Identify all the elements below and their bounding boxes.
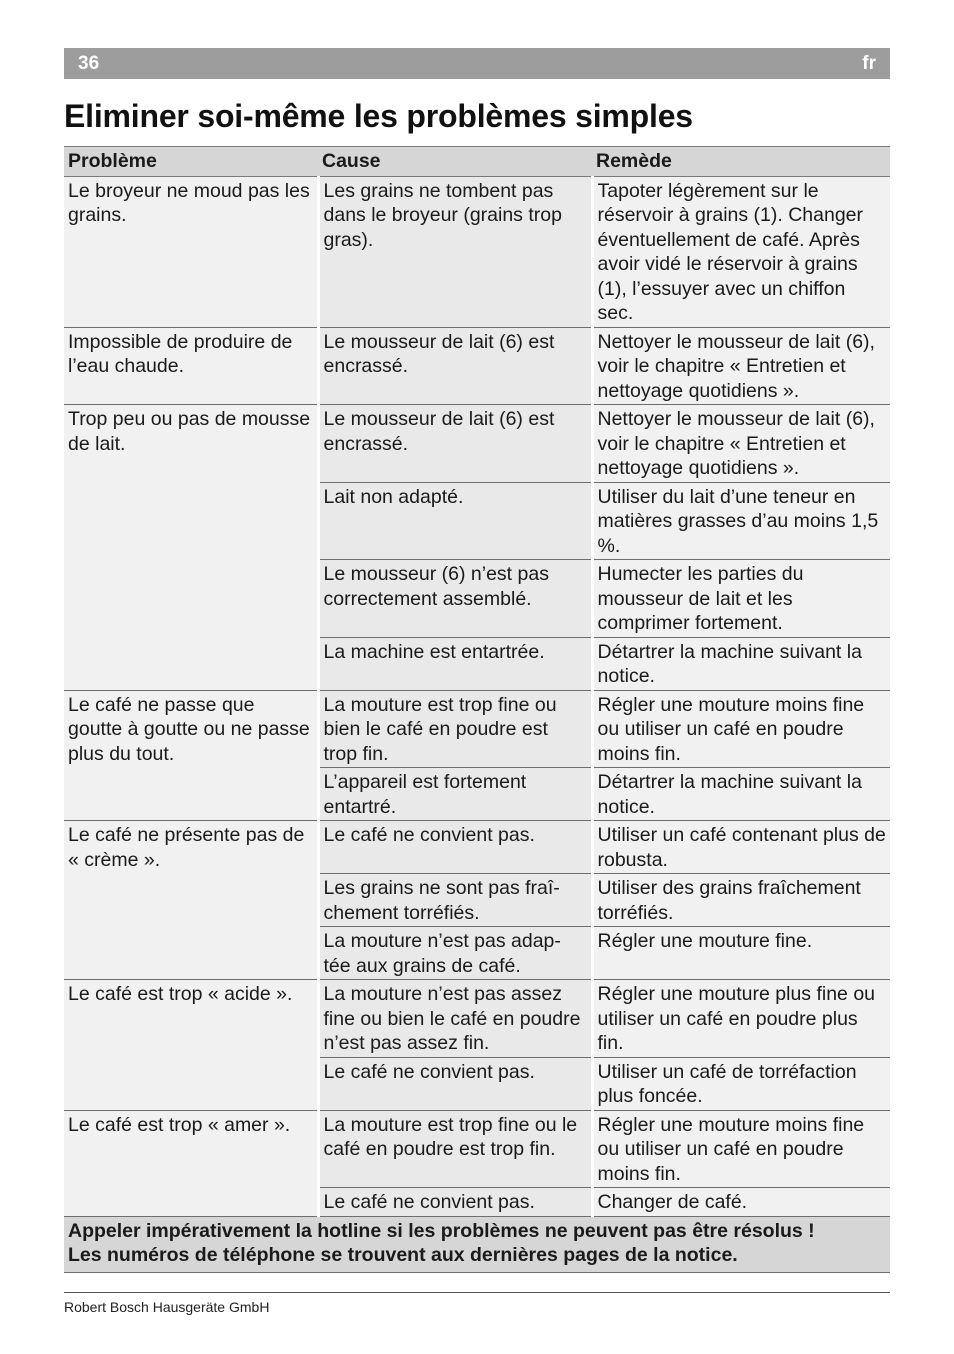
remedy-cell: Utiliser du lait d’une teneur en matières grasses d’au moins 1,5 %. — [592, 482, 890, 560]
remedy-cell: Tapoter légèrement sur le réservoir à grains (1). Changer éventuellement de café. Après avoir vidé le réservoir à grains (1), l’essuyer avec un chiffon sec. — [592, 176, 890, 327]
remedy-cell: Utiliser un café contenant plus de robusta. — [592, 821, 890, 874]
table-row — [64, 176, 890, 327]
troubleshooting-table — [64, 146, 890, 1273]
cause-cell: Le mousseur (6) n’est pas correctement assemblé. — [318, 560, 592, 638]
remedy-cell: Détartrer la machine suivant la notice. — [592, 768, 890, 821]
table-body — [64, 176, 890, 1216]
table-row — [64, 980, 890, 1058]
cause-cell: Le café ne convient pas. — [318, 1057, 592, 1110]
cause-cell: Le café ne convient pas. — [318, 1188, 592, 1217]
page-title: Eliminer soi-même les problèmes simples — [64, 98, 693, 134]
remedy-cell: Régler une mouture fine. — [592, 927, 890, 980]
table-row — [64, 327, 890, 405]
problem-cell: Le café est trop « acide ». — [64, 980, 318, 1111]
table-header-row — [64, 147, 890, 177]
problem-cell: Impossible de produire de l’eau chaude. — [64, 327, 318, 405]
page-number: 36 — [78, 52, 100, 74]
remedy-cell: Régler une mouture moins fine ou utiliser un café en poudre moins fin. — [592, 690, 890, 768]
problem-cell: Trop peu ou pas de mousse de lait. — [64, 405, 318, 691]
remedy-cell: Détartrer la machine suivant la notice. — [592, 637, 890, 690]
remedy-cell: Changer de café. — [592, 1188, 890, 1217]
remedy-cell: Utiliser un café de torréfaction plus foncée. — [592, 1057, 890, 1110]
remedy-cell: Nettoyer le mousseur de lait (6), voir le chapitre « Entretien et nettoyage quotidiens ». — [592, 405, 890, 483]
hotline-notice-line: Les numéros de téléphone se trouvent aux dernières pages de la notice. — [68, 1244, 738, 1266]
hotline-notice — [64, 1216, 890, 1272]
remedy-cell: Régler une mouture plus fine ou utiliser un café en poudre plus fin. — [592, 980, 890, 1058]
footer-company: Robert Bosch Hausgeräte GmbH — [64, 1299, 270, 1315]
cause-cell: Le mousseur de lait (6) est encrassé. — [318, 327, 592, 405]
page-header-bar — [64, 48, 890, 79]
problem-cell: Le broyeur ne moud pas les grains. — [64, 176, 318, 327]
remedy-cell: Utiliser des grains fraîchement torréfiés. — [592, 874, 890, 927]
footer-divider — [64, 1292, 890, 1293]
language-code: fr — [862, 52, 876, 74]
table-row — [64, 405, 890, 483]
cause-cell: La mouture n’est pas assez fine ou bien le café en poudre n’est pas assez fin. — [318, 980, 592, 1058]
problem-cell: Le café est trop « amer ». — [64, 1110, 318, 1216]
hotline-notice-line: Appeler impérativement la hotline si les problèmes ne peuvent pas être résolus ! — [68, 1219, 815, 1242]
cause-cell: Lait non adapté. — [318, 482, 592, 560]
problem-cell: Le café ne présente pas de « crème ». — [64, 821, 318, 980]
cause-cell: Le café ne convient pas. — [318, 821, 592, 874]
table-row — [64, 690, 890, 768]
table-row — [64, 821, 890, 874]
remedy-cell: Régler une mouture moins fine ou utiliser un café en poudre moins fin. — [592, 1110, 890, 1188]
cause-cell: Les grains ne sont pas fraî-chement torréfiés. — [318, 874, 592, 927]
problem-cell: Le café ne passe que goutte à goutte ou ne passe plus du tout. — [64, 690, 318, 821]
column-header-cause: Cause — [318, 147, 592, 177]
cause-cell: La machine est entartrée. — [318, 637, 592, 690]
cause-cell: L’appareil est fortement entartré. — [318, 768, 592, 821]
cause-cell: La mouture est trop fine ou bien le café en poudre est trop fin. — [318, 690, 592, 768]
cause-cell: La mouture est trop fine ou le café en poudre est trop fin. — [318, 1110, 592, 1188]
table-footer-row — [64, 1216, 890, 1272]
column-header-problem: Problème — [64, 147, 318, 177]
remedy-cell: Humecter les parties du mousseur de lait et les comprimer fortement. — [592, 560, 890, 638]
column-header-remedy: Remède — [592, 147, 890, 177]
table-row — [64, 1110, 890, 1188]
cause-cell: Les grains ne tombent pas dans le broyeur (grains trop gras). — [318, 176, 592, 327]
remedy-cell: Nettoyer le mousseur de lait (6), voir le chapitre « Entretien et nettoyage quotidiens ». — [592, 327, 890, 405]
cause-cell: La mouture n’est pas adap-tée aux grains de café. — [318, 927, 592, 980]
cause-cell: Le mousseur de lait (6) est encrassé. — [318, 405, 592, 483]
